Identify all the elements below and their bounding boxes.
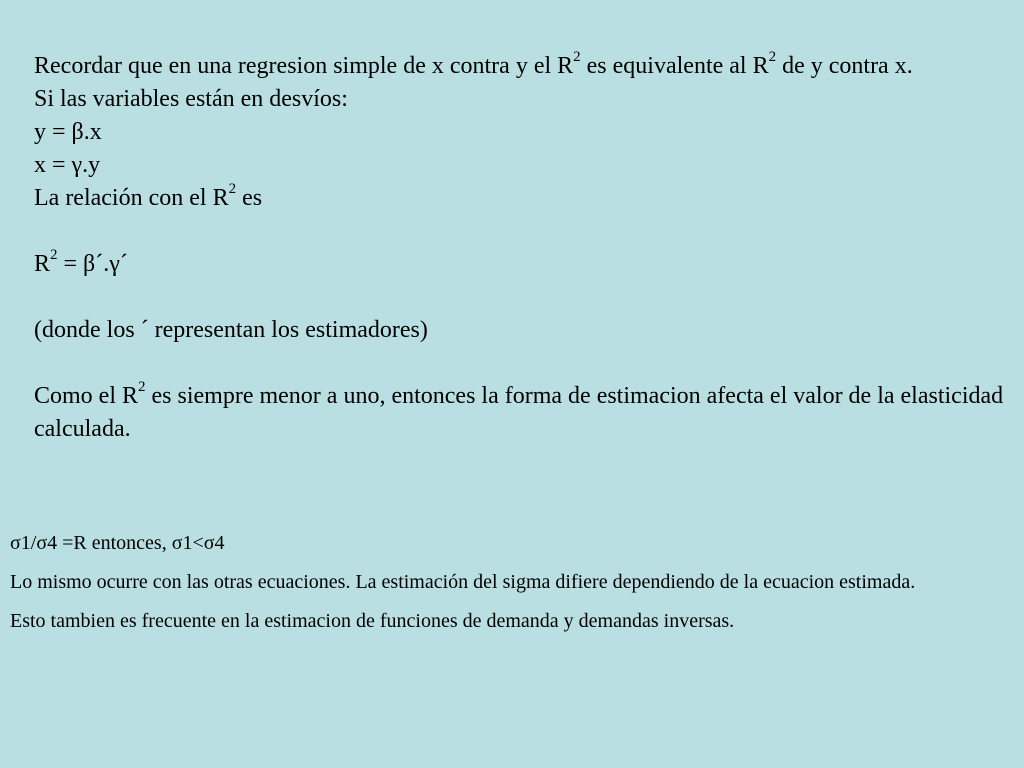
spacer xyxy=(34,347,1009,380)
main-text-block xyxy=(34,50,1009,446)
relation-text-a: La relación con el R xyxy=(34,185,229,211)
r2-expression: = β´.γ´ xyxy=(57,251,128,277)
superscript: 2 xyxy=(138,379,146,395)
demand-paragraph: Esto tambien es frecuente en la estimacion de funciones de demanda y demandas inversas. xyxy=(10,610,735,632)
lower-text-block xyxy=(10,528,1000,645)
relation-text-b: es xyxy=(236,185,263,211)
estimators-note: (donde los ´ representan los estimadores) xyxy=(34,317,428,343)
intro-text-a: Recordar que en una regresion simple de x contra y el R xyxy=(34,53,574,79)
superscript: 2 xyxy=(228,181,237,197)
spacer xyxy=(34,215,1009,248)
intro-paragraph xyxy=(34,50,1009,83)
equation-x: x = γ.y xyxy=(34,152,101,178)
conclusion-text-b: es siempre menor a uno, entonces la forma de estimacion afecta el valor de la elasticidad calculada. xyxy=(34,383,1004,442)
spacer xyxy=(34,281,1009,314)
relation-line xyxy=(34,182,1009,215)
deviations-line: Si las variables están en desvíos: xyxy=(34,86,348,112)
r2-formula xyxy=(34,248,1009,281)
sigma-relation: σ1/σ4 =R entonces, σ1<σ4 xyxy=(10,532,225,554)
intro-text-b: es equivalente al R xyxy=(580,53,769,79)
superscript: 2 xyxy=(50,247,58,263)
intro-text-c: de y contra x. xyxy=(776,53,913,79)
conclusion-paragraph xyxy=(34,380,1009,446)
equation-y: y = β.x xyxy=(34,119,102,145)
superscript: 2 xyxy=(768,49,777,65)
r2-symbol: R xyxy=(34,251,51,277)
conclusion-text-a: Como el R xyxy=(34,383,139,409)
superscript: 2 xyxy=(573,49,581,65)
sigma-paragraph: Lo mismo ocurre con las otras ecuaciones. La estimación del sigma difiere dependiendo de la ecuacion estimada. xyxy=(10,571,916,593)
